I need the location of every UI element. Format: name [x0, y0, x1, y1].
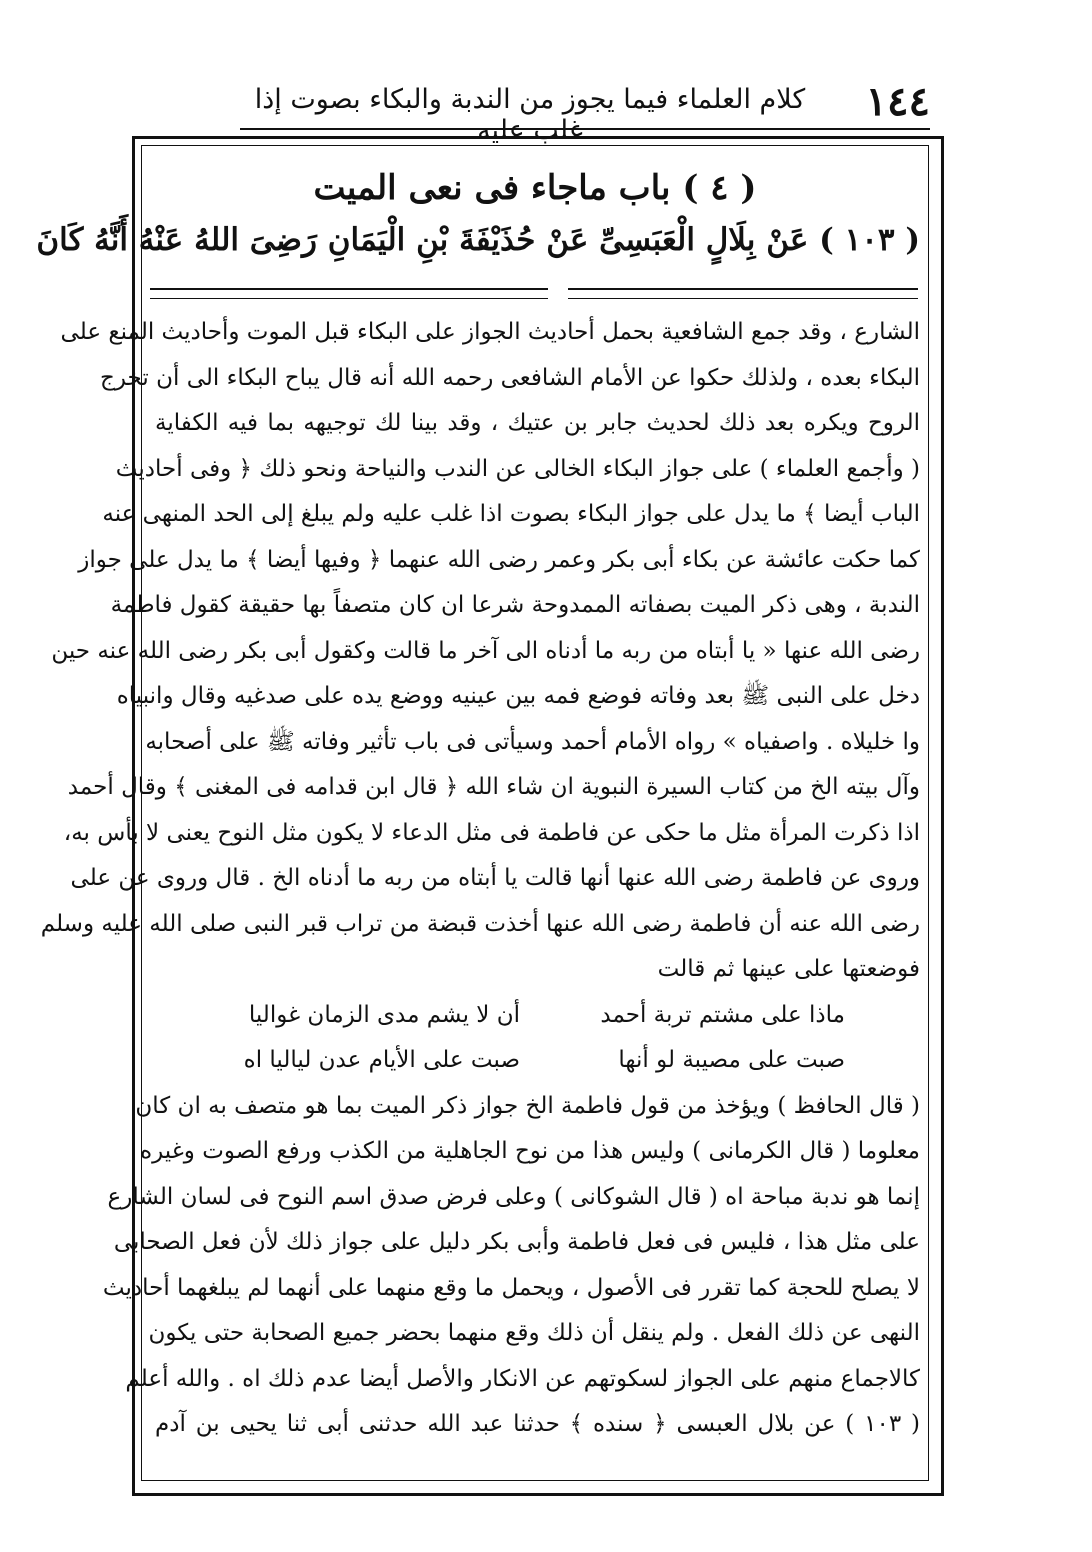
- sanad-line: ( ١٠٣ ) عن بلال العبسى ﴿ سنده ﴾ حدثنا عبد الله حدثنى أبى ثنا يحيى بن آدم: [155, 1411, 920, 1437]
- commentary-line: الشارع ، وقد جمع الشافعية بحمل أحاديث الجواز على البكاء قبل الموت وأحاديث المنع على: [60, 319, 920, 345]
- commentary-line: دخل على النبى ﷺ بعد وفاته فوضع فمه بين عينيه ووضع يده على صدغيه وقال وانبياه: [116, 683, 920, 709]
- commentary-line: الروح ويكره بعد ذلك لحديث جابر بن عتيك ، وقد بينا لك توجيهه بما فيه الكفاية: [155, 410, 920, 436]
- commentary-line: الندبة ، وهى ذكر الميت بصفاته الممدوحة شرعا ان كان متصفاً بها حقيقة كقول فاطمة: [110, 592, 920, 618]
- section-divider-left: [150, 288, 548, 299]
- running-title: كلام العلماء فيما يجوز من الندبة والبكاء بصوت إذا غلب عليه: [254, 84, 806, 146]
- commentary-line: ( قال الحافظ ) ويؤخذ من قول فاطمة الخ جواز ذكر الميت بما هو متصف به ان كان: [135, 1092, 920, 1119]
- commentary-line: كالاجماع منهم على الجواز لسكوتهم عن الانكار والأصل أيضا عدم ذلك اه . والله أعلم: [125, 1365, 920, 1392]
- commentary-line: لا يصلح للحجة كما تقرر فى الأصول ، ويحمل ما وقع منهما على أنهما لم يبلغهما أحاديث: [102, 1274, 920, 1301]
- poem-verse: [155, 993, 920, 1039]
- commentary-line: وا خليلاه . واصفياه » رواه الأمام أحمد وسيأتى فى باب تأثير وفاته ﷺ على أصحابه: [145, 728, 920, 755]
- commentary-line: وآل بيته الخ من كتاب السيرة النبوية ان شاء الله ﴿ قال ابن قدامه فى المغنى ﴾ وقال أحمد: [67, 774, 920, 800]
- commentary-line: وروى عن فاطمة رضى الله عنها أنها قالت يا أبتاه من ربه ما أدناه الخ . قال وروى عن على: [70, 865, 920, 891]
- commentary-line: رضى الله عنها « يا أبتاه من ربه ما أدناه الى آخر ما قالت وكقول أبى بكر رضى الله عنه حين: [51, 637, 920, 664]
- poem-verse: [155, 1038, 920, 1084]
- commentary-line: فوضعتها على عينها ثم قالت: [657, 956, 920, 982]
- page-number: ١٤٤: [865, 78, 930, 125]
- commentary-line: ( وأجمع العلماء ) على جواز البكاء الخالى عن الندب والنياحة ونحو ذلك ﴿ وفى أحاديث: [115, 455, 920, 482]
- poem-hemistich-right: ماذا على مشتم تربة أحمد: [600, 1001, 845, 1028]
- commentary-line: الباب أيضا ﴾ ما يدل على جواز البكاء بصوت اذا غلب عليه ولم يبلغ إلى الحد المنهى عنه: [102, 501, 920, 527]
- section-divider-right: [568, 288, 918, 299]
- commentary-line: رضى الله عنه أن فاطمة رضى الله عنها أخذت قبضة من تراب قبر النبى صلى الله عليه وسلم: [40, 910, 920, 937]
- commentary-line: النهى عن ذلك الفعل . ولم ينقل أن ذلك وقع منهما بحضر جميع الصحابة حتى يكون: [148, 1320, 920, 1346]
- commentary-line: البكاء بعده ، ولذلك حكوا عن الأمام الشافعى رحمه الله أنه قال يباح البكاء الى أن تخرج: [100, 364, 920, 391]
- chapter-title: ( ٤ ) باب ماجاء فى نعى الميت: [313, 168, 757, 208]
- commentary-line: اذا ذكرت المرأة مثل ما حكى عن فاطمة فى مثل الدعاء لا يكون مثل النوح يعنى لا بأس به،: [63, 819, 920, 846]
- poem-hemistich-right: صبت على مصيبة لو أنها: [618, 1047, 845, 1073]
- commentary-body: [40, 310, 920, 1448]
- commentary-line: إنما هو ندبة مباحة اه ( قال الشوكانى ) وعلى فرض صدق اسم النوح فى لسان الشارع: [107, 1183, 920, 1210]
- poem-hemistich-left: صبت على الأيام عدن لياليا اه: [243, 1047, 520, 1073]
- hadith-text: ( ١٠٣ ) عَنْ بِلَالٍ الْعَبَسِىِّ عَنْ حُذَيْفَةَ بْنِ الْيَمَانِ رَضِىَ اللهُ عَنْهُ أَنَّهُ كَانَ: [36, 222, 920, 258]
- commentary-line: على مثل هذا ، فليس فى فعل فاطمة وأبى بكر دليل على جواز ذلك لأن فعل الصحابى: [113, 1229, 920, 1255]
- header-rule: [240, 128, 930, 130]
- commentary-line: معلوما ( قال الكرمانى ) وليس هذا من نوح الجاهلية من الكذب ورفع الصوت وغيره: [140, 1138, 920, 1164]
- poem-hemistich-left: أن لا يشم مدى الزمان غواليا: [248, 1001, 520, 1028]
- commentary-line: كما حكت عائشة عن بكاء أبى بكر وعمر رضى الله عنهما ﴿ وفيها أيضا ﴾ ما يدل على جواز: [78, 546, 920, 573]
